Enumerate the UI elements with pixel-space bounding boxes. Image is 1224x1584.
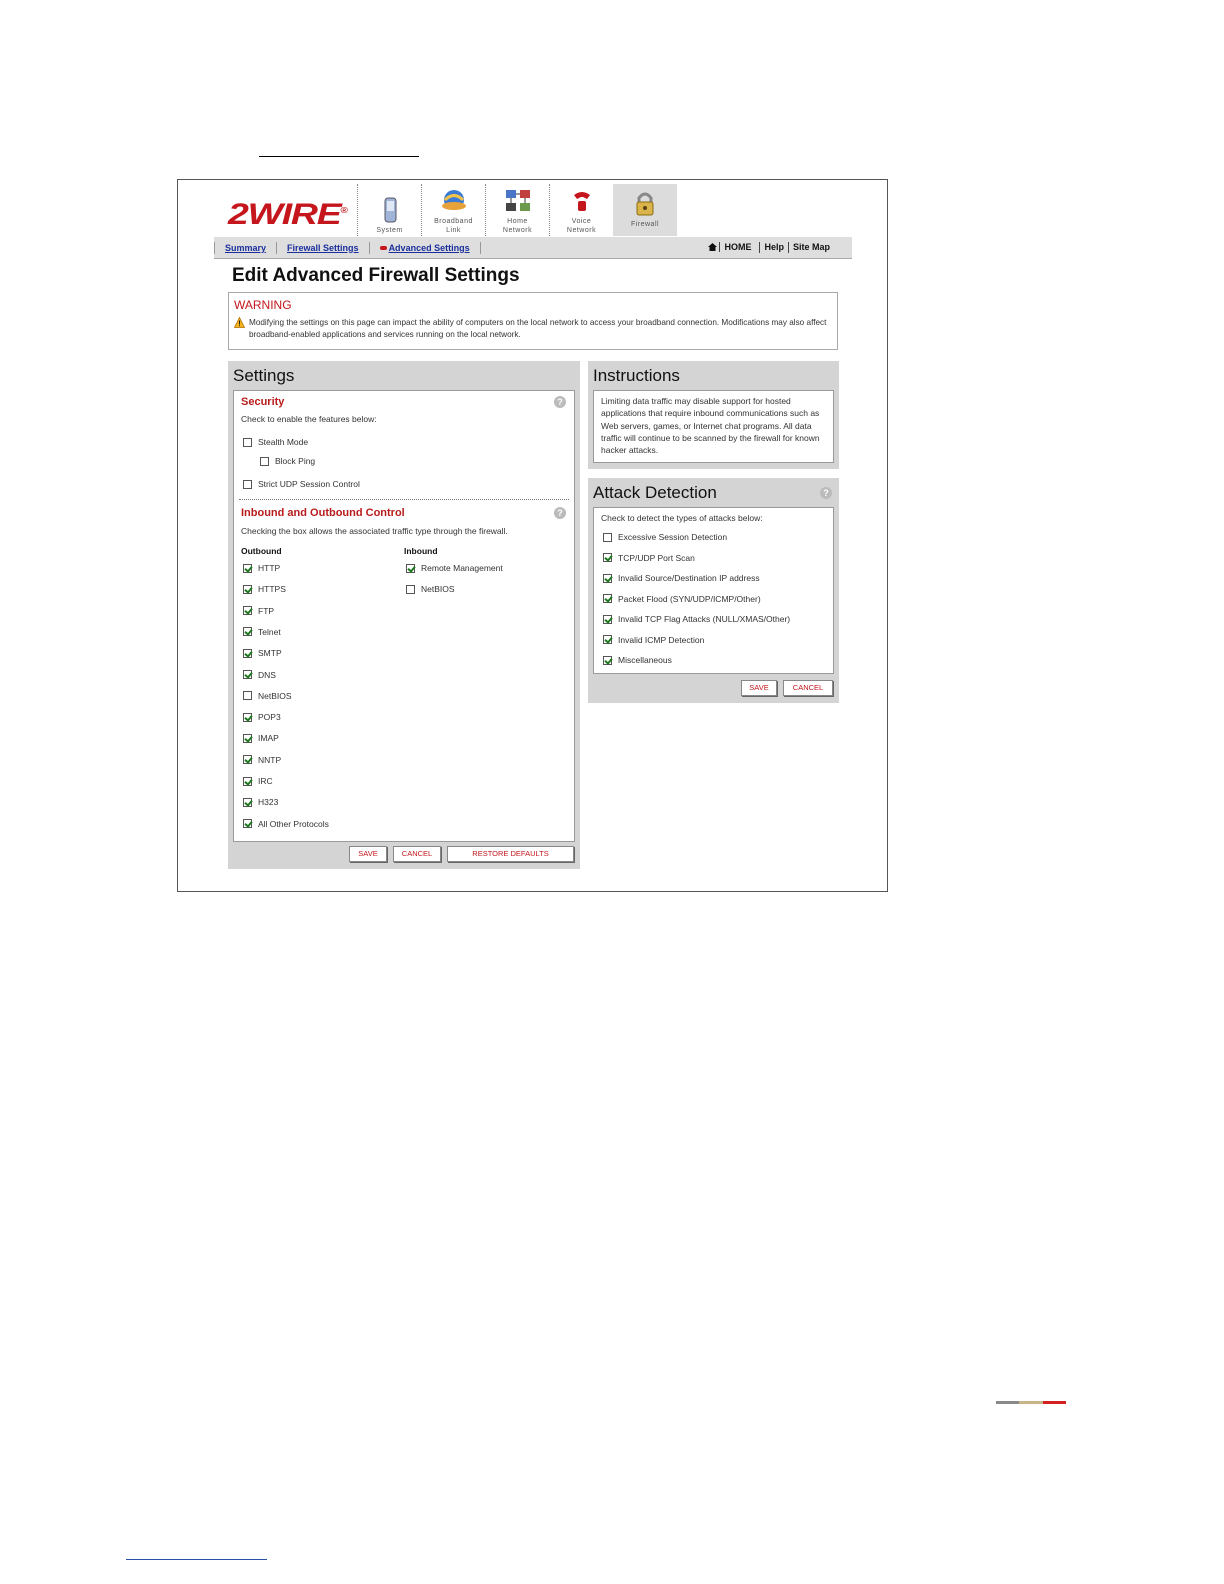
checkbox-label: IMAP: [258, 733, 279, 744]
restore-defaults-button[interactable]: RESTORE DEFAULTS: [447, 846, 574, 862]
warning-text: Modifying the settings on this page can impact the ability of computers on the local network to access your broadband connection. Modifications may also affect broadband-enabled applications and services running on the local network.: [249, 318, 827, 339]
checkbox-label: NNTP: [258, 754, 282, 765]
instructions-text: Limiting data traffic may disable support for hosted applications that require inbound communications such as Web servers, games, or Internet chat programs. All data traffic will continue to be scanned by the firewall for known hacker attacks.: [593, 390, 834, 463]
settings-header: Settings: [233, 366, 295, 385]
deco-segment: [1019, 1401, 1042, 1404]
checkbox-label: Packet Flood (SYN/UDP/ICMP/Other): [618, 593, 761, 604]
checkbox-label: POP3: [258, 712, 281, 723]
inbound-outbound-help-icon[interactable]: ?: [554, 507, 566, 519]
outbound-header: Outbound: [241, 546, 282, 556]
deco-segment: [1043, 1401, 1066, 1404]
checkbox-box[interactable]: [603, 574, 612, 583]
padlock-icon: [631, 190, 659, 218]
checkbox-label: NetBIOS: [258, 690, 292, 701]
settings-inner: [233, 390, 575, 842]
checkbox-box[interactable]: [603, 553, 612, 562]
checkbox-box[interactable]: [243, 734, 252, 743]
checkbox-label: HTTPS: [258, 584, 286, 595]
checkbox-label: NetBIOS: [421, 584, 455, 595]
inbound-outbound-title: Inbound and Outbound Control: [241, 507, 405, 519]
outbound-checkbox-smtp[interactable]: [243, 648, 282, 658]
block-ping-checkbox[interactable]: Block Ping: [260, 456, 315, 466]
settings-panel: [228, 361, 580, 869]
attack-checkbox-tcp-udp-port-scan[interactable]: [603, 553, 695, 563]
tab-voice-network[interactable]: [549, 184, 613, 236]
checkbox-box[interactable]: [243, 777, 252, 786]
checkbox-box[interactable]: [603, 656, 612, 665]
house-icon: [708, 243, 717, 251]
warning-title: WARNING: [234, 298, 292, 312]
checkbox-label: HTTP: [258, 563, 281, 573]
checkbox-label: FTP: [258, 605, 275, 616]
checkbox-box[interactable]: [243, 606, 252, 615]
tab-label: System: [376, 227, 403, 234]
sub-navigation: [214, 237, 852, 259]
nav-advanced-settings-link[interactable]: Advanced Settings: [369, 242, 481, 254]
home-link[interactable]: HOME: [704, 242, 759, 253]
warning-triangle-icon: [234, 317, 245, 328]
inbound-checkbox-netbios[interactable]: [406, 584, 455, 594]
inbound-checkbox-remote-management[interactable]: [406, 563, 503, 573]
tab-label: Broadband Link: [434, 218, 473, 234]
checkbox-box[interactable]: [603, 533, 612, 542]
globe-icon: [440, 187, 468, 215]
section-divider: [239, 499, 569, 500]
checkbox-box[interactable]: [243, 713, 252, 722]
checkbox-box[interactable]: [243, 670, 252, 679]
checkbox-box[interactable]: [243, 819, 252, 828]
outbound-checkbox-dns[interactable]: [243, 670, 276, 680]
outbound-checkbox-nntp[interactable]: [243, 755, 281, 765]
checkbox-label: DNS: [258, 669, 276, 680]
outbound-checkbox-ftp[interactable]: [243, 606, 274, 616]
outbound-checkbox-telnet[interactable]: [243, 627, 281, 637]
security-help-icon[interactable]: ?: [554, 396, 566, 408]
checkbox-label: TCP/UDP Port Scan: [618, 552, 695, 563]
attack-cancel-button[interactable]: CANCEL: [783, 680, 833, 696]
checkbox-label: SMTP: [258, 648, 282, 659]
instructions-panel: [588, 361, 839, 469]
tab-system[interactable]: [357, 184, 421, 236]
outbound-checkbox-irc[interactable]: [243, 776, 273, 786]
tab-broadband-link[interactable]: [421, 184, 485, 236]
checkbox-label: Telnet: [258, 626, 281, 637]
security-intro: Check to enable the features below:: [241, 414, 377, 424]
checkbox-box[interactable]: [243, 649, 252, 658]
outbound-checkbox-pop3[interactable]: [243, 712, 281, 722]
outbound-checkbox-all-other-protocols[interactable]: [243, 819, 329, 829]
checkbox-box[interactable]: [243, 438, 252, 447]
checkbox-label: IRC: [258, 776, 273, 786]
checkbox-label: Remote Management: [421, 563, 503, 573]
outbound-checkbox-h323[interactable]: [243, 797, 278, 807]
checkbox-label: Invalid Source/Destination IP address: [618, 573, 760, 583]
warning-box: [228, 292, 838, 350]
top-rule: [259, 156, 419, 157]
checkbox-label: Excessive Session Detection: [618, 532, 728, 542]
bottom-rule: [126, 1559, 267, 1560]
checkbox-box[interactable]: [243, 755, 252, 764]
checkbox-box[interactable]: [603, 635, 612, 644]
checkbox-box[interactable]: [406, 564, 415, 573]
decorative-color-bar: [996, 1401, 1066, 1404]
tab-label: Voice Network: [566, 218, 597, 234]
tab-home-network[interactable]: [485, 184, 549, 236]
checkbox-box[interactable]: [406, 585, 415, 594]
attack-checkbox-invalid-tcp-flag-attacks-null-xmas-other-[interactable]: [603, 614, 790, 624]
attack-detection-header: Attack Detection: [593, 483, 717, 502]
checkbox-box[interactable]: [243, 564, 252, 573]
checkbox-label: H323: [258, 797, 279, 808]
checkbox-box[interactable]: [243, 585, 252, 594]
tab-label: Home Network: [502, 218, 533, 234]
checkbox-label: Invalid TCP Flag Attacks (NULL/XMAS/Other): [618, 614, 791, 624]
router-screenshot-frame: [177, 179, 888, 892]
page-title: Edit Advanced Firewall Settings: [232, 265, 520, 286]
security-title: Security: [241, 396, 285, 408]
attack-inner: [593, 507, 834, 674]
outbound-checkbox-http[interactable]: [243, 563, 280, 573]
checkbox-label: Invalid ICMP Detection: [618, 634, 705, 645]
checkbox-box[interactable]: [243, 798, 252, 807]
attack-checkbox-miscellaneous[interactable]: [603, 655, 672, 665]
attack-save-button[interactable]: SAVE: [741, 680, 777, 696]
attack-checkbox-invalid-source-destination-ip-address[interactable]: [603, 573, 760, 583]
checkbox-box[interactable]: [603, 594, 612, 603]
inbound-outbound-intro: Checking the box allows the associated traffic type through the firewall.: [241, 526, 508, 536]
inbound-header: Inbound: [404, 546, 438, 556]
checkbox-box[interactable]: [243, 627, 252, 636]
tab-label: Firewall: [630, 221, 660, 228]
attack-checkbox-excessive-session-detection[interactable]: [603, 532, 727, 542]
deco-segment: [996, 1401, 1019, 1404]
attack-checkbox-invalid-icmp-detection[interactable]: [603, 635, 704, 645]
nav-firewall-settings-link[interactable]: Firewall Settings: [276, 242, 369, 254]
site-map-link[interactable]: Site Map: [788, 242, 834, 253]
outbound-checkbox-imap[interactable]: [243, 733, 279, 743]
checkbox-label: Miscellaneous: [618, 655, 672, 665]
attack-checkbox-packet-flood-syn-udp-icmp-other-[interactable]: [603, 594, 761, 604]
settings-save-button[interactable]: SAVE: [349, 846, 387, 862]
checkbox-label: All Other Protocols: [258, 818, 329, 829]
attack-help-icon[interactable]: ?: [820, 487, 832, 499]
home-network-icon: [504, 187, 532, 215]
attack-intro: Check to detect the types of attacks below:: [601, 513, 763, 523]
nav-summary-link[interactable]: Summary: [214, 242, 276, 254]
2wire-logo: 2WIRE®: [228, 198, 347, 231]
system-icon: [376, 196, 404, 224]
stealth-mode-checkbox[interactable]: Stealth Mode: [243, 437, 308, 447]
main-tabs: [357, 184, 677, 236]
settings-cancel-button[interactable]: CANCEL: [393, 846, 441, 862]
phone-icon: [568, 187, 596, 215]
outbound-checkbox-https[interactable]: [243, 584, 286, 594]
checkbox-box[interactable]: [243, 480, 252, 489]
tab-firewall[interactable]: [613, 184, 677, 236]
checkbox-box[interactable]: [243, 691, 252, 700]
attack-detection-panel: [588, 478, 839, 703]
strict-udp-checkbox[interactable]: Strict UDP Session Control: [243, 479, 360, 489]
instructions-header: Instructions: [593, 366, 680, 385]
checkbox-box[interactable]: [260, 457, 269, 466]
checkbox-box[interactable]: [603, 615, 612, 624]
current-page-marker-icon: [380, 246, 387, 250]
help-link[interactable]: Help: [759, 242, 788, 253]
outbound-checkbox-netbios[interactable]: [243, 691, 292, 701]
